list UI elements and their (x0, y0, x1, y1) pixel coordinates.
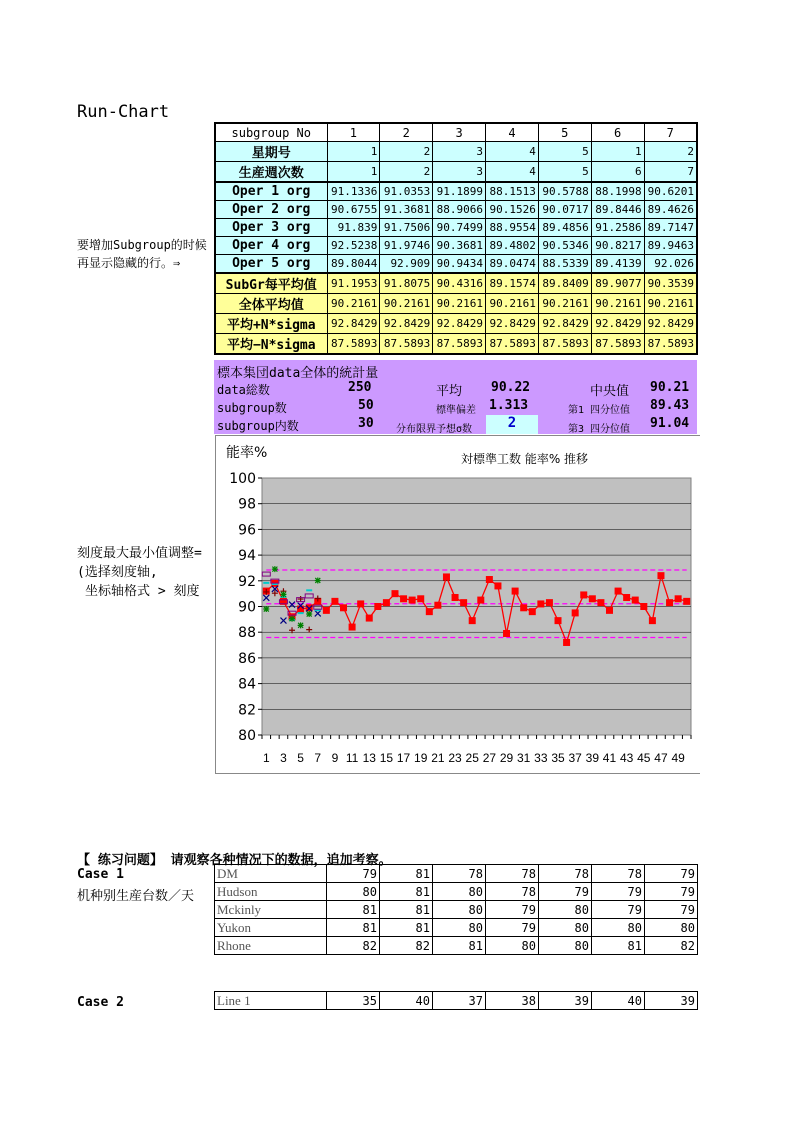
x-tick-label: 15 (379, 751, 394, 765)
table-cell: 87.5893 (591, 334, 644, 355)
table-cell: 80 (433, 901, 486, 919)
x-tick-label: 33 (534, 751, 548, 765)
average-point (374, 603, 381, 610)
table-cell: 89.0474 (486, 255, 539, 274)
table-cell: 79 (592, 883, 645, 901)
table-cell: 82 (327, 937, 380, 955)
row-label: 平均−N*sigma (215, 334, 327, 355)
table-cell: 79 (645, 883, 698, 901)
within-count-value: 30 (358, 416, 374, 431)
average-point (640, 603, 647, 610)
y-tick-label: 92 (238, 573, 256, 590)
table-cell: 3 (433, 142, 486, 162)
operator-point (315, 577, 321, 583)
table-cell: 79 (486, 901, 539, 919)
table-cell: 90.2161 (486, 294, 539, 314)
table-row (215, 273, 697, 294)
row-label: SubGr每平均值 (215, 273, 327, 294)
table-cell: 80 (433, 883, 486, 901)
average-point (615, 588, 622, 595)
q1-value: 89.43 (650, 398, 690, 413)
y-tick-label: 82 (238, 702, 256, 719)
table-cell: 90.1526 (486, 201, 539, 219)
table-cell: 88.9066 (433, 201, 486, 219)
chart-plot (216, 436, 700, 773)
operator-point (280, 591, 286, 597)
row-label: Oper 2 org (215, 201, 327, 219)
table-cell: 40 (380, 992, 433, 1010)
table-cell: 80 (486, 937, 539, 955)
table-cell: 81 (380, 865, 433, 883)
q3-label: 第3 四分位值 (568, 424, 631, 435)
column-header: 6 (591, 123, 644, 142)
operator-point (289, 616, 295, 622)
column-header: subgroup No (215, 123, 327, 142)
average-point (434, 602, 441, 609)
x-tick-label: 1 (262, 751, 270, 765)
table-row (215, 314, 697, 334)
table-cell: 90.5346 (538, 237, 591, 255)
average-point (572, 609, 579, 616)
table-cell: 89.1574 (486, 273, 539, 294)
table-cell: 89.9077 (591, 273, 644, 294)
table-cell: 90.2161 (538, 294, 591, 314)
average-point (443, 573, 450, 580)
table-cell: 90.2161 (591, 294, 644, 314)
row-label: Line 1 (215, 992, 327, 1010)
table-cell: 90.2161 (327, 294, 380, 314)
average-point (666, 599, 673, 606)
data-total-label: data総数 (217, 383, 270, 397)
x-tick-label: 29 (499, 751, 514, 765)
table-cell: 5 (538, 162, 591, 183)
row-label: Yukon (215, 919, 327, 937)
average-point (512, 588, 519, 595)
table-cell: 89.4139 (591, 255, 644, 274)
table-cell: 80 (592, 919, 645, 937)
table-cell: 6 (591, 162, 644, 183)
table-cell: 80 (539, 937, 592, 955)
table-cell: 7 (644, 162, 697, 183)
table-cell: 80 (539, 919, 592, 937)
average-point (477, 597, 484, 604)
case1-table (214, 864, 698, 955)
operator-point (298, 622, 304, 628)
average-point (469, 617, 476, 624)
average-point (409, 597, 416, 604)
table-row (215, 162, 697, 183)
x-tick-label: 49 (671, 751, 685, 765)
chart-ylabel: 能率% (226, 445, 268, 461)
average-point (400, 595, 407, 602)
x-tick-label: 27 (482, 751, 497, 765)
table-cell: 82 (645, 937, 698, 955)
row-label: Oper 5 org (215, 255, 327, 274)
case2-label: Case 2 (77, 995, 124, 1010)
average-point (632, 597, 639, 604)
table-cell: 91.1336 (327, 182, 380, 201)
table-cell: 92.8429 (433, 314, 486, 334)
subgroup-count-label: subgroup数 (217, 401, 287, 415)
average-point (452, 594, 459, 601)
table-cell: 78 (486, 865, 539, 883)
average-point (529, 608, 536, 615)
table-row (215, 865, 698, 883)
note-scale-line3: 坐标轴格式 > 刻度 (85, 584, 200, 599)
case1-label: Case 1 (77, 867, 124, 882)
table-cell: 4 (486, 142, 539, 162)
operator-point (272, 566, 278, 572)
average-point (297, 606, 304, 613)
x-tick-label: 3 (280, 751, 287, 765)
average-point (597, 599, 604, 606)
table-cell: 4 (486, 162, 539, 183)
table-cell: 1 (591, 142, 644, 162)
average-point (383, 599, 390, 606)
x-tick-label: 45 (637, 751, 651, 765)
table-cell: 92.909 (380, 255, 433, 274)
table-cell: 79 (645, 865, 698, 883)
table-cell: 79 (327, 865, 380, 883)
table-cell: 1 (327, 162, 380, 183)
table-cell: 79 (645, 901, 698, 919)
average-point (357, 600, 364, 607)
x-tick-label: 25 (465, 751, 479, 765)
table-cell: 91.1899 (433, 182, 486, 201)
row-label: 平均+N*sigma (215, 314, 327, 334)
table-cell: 91.8075 (380, 273, 433, 294)
table-cell: 78 (486, 883, 539, 901)
x-tick-label: 13 (362, 751, 376, 765)
table-cell: 89.9463 (644, 237, 697, 255)
table-cell: 90.3681 (433, 237, 486, 255)
row-label: Hudson (215, 883, 327, 901)
average-point (486, 576, 493, 583)
table-cell: 79 (592, 901, 645, 919)
statistics-panel (214, 360, 697, 434)
table-cell: 81 (380, 883, 433, 901)
table-cell: 78 (592, 865, 645, 883)
row-label: Oper 4 org (215, 237, 327, 255)
table-cell: 90.2161 (433, 294, 486, 314)
x-tick-label: 19 (414, 751, 428, 765)
table-cell: 89.8044 (327, 255, 380, 274)
table-cell: 89.4856 (538, 219, 591, 237)
chart-title: 対標準工数 能率% 推移 (461, 452, 589, 466)
table-cell: 89.4802 (486, 237, 539, 255)
row-label: 生産週次数 (215, 162, 327, 183)
average-point (589, 595, 596, 602)
note-subgroup-line2: 再显示隐藏的行。⇒ (77, 256, 181, 270)
table-cell: 37 (433, 992, 486, 1010)
table-row (215, 182, 697, 201)
table-cell: 89.8446 (591, 201, 644, 219)
table-cell: 2 (380, 142, 433, 162)
case2-table (214, 991, 698, 1010)
table-row (215, 883, 698, 901)
column-header: 4 (486, 123, 539, 142)
run-chart[interactable] (215, 435, 700, 774)
x-tick-label: 39 (585, 751, 600, 765)
y-tick-label: 100 (229, 471, 256, 487)
x-tick-label: 23 (448, 751, 462, 765)
average-point (323, 607, 330, 614)
table-cell: 87.5893 (538, 334, 591, 355)
table-row (215, 901, 698, 919)
table-cell: 87.5893 (433, 334, 486, 355)
table-row (215, 201, 697, 219)
table-cell: 80 (327, 883, 380, 901)
average-point (331, 598, 338, 605)
table-cell: 88.1513 (486, 182, 539, 201)
average-point (675, 595, 682, 602)
table-row (215, 237, 697, 255)
table-cell: 81 (433, 937, 486, 955)
column-header: 5 (538, 123, 591, 142)
x-tick-label: 17 (396, 751, 411, 765)
table-cell: 79 (539, 883, 592, 901)
std-value: 1.313 (489, 398, 529, 413)
x-tick-label: 7 (314, 751, 322, 765)
table-cell: 90.5788 (538, 182, 591, 201)
table-cell: 81 (327, 919, 380, 937)
table-cell: 91.7506 (380, 219, 433, 237)
table-cell: 81 (327, 901, 380, 919)
table-cell: 90.0717 (538, 201, 591, 219)
table-cell: 92.8429 (380, 314, 433, 334)
x-tick-label: 41 (602, 751, 617, 765)
table-row (215, 334, 697, 355)
table-cell: 87.5893 (380, 334, 433, 355)
mean-value: 90.22 (491, 380, 531, 395)
x-tick-label: 47 (654, 751, 668, 765)
run-chart-data-table (214, 122, 698, 355)
x-tick-label: 35 (551, 751, 565, 765)
note-scale-line2: (选择刻度轴, (77, 565, 158, 580)
table-cell: 92.5238 (327, 237, 380, 255)
row-label: 星期号 (215, 142, 327, 162)
average-point (494, 582, 501, 589)
average-point (649, 617, 656, 624)
y-tick-label: 84 (238, 676, 256, 693)
table-row (215, 294, 697, 314)
average-point (520, 604, 527, 611)
x-tick-label: 9 (331, 751, 339, 765)
table-row (215, 937, 698, 955)
operator-point (263, 606, 269, 612)
table-cell: 79 (486, 919, 539, 937)
case1-sublabel: 机种别生産台数／天 (77, 889, 195, 904)
note-scale-line1: 刻度最大最小值调整= (77, 546, 202, 561)
column-header: 7 (644, 123, 697, 142)
average-point (417, 595, 424, 602)
within-count-label: subgroup内数 (217, 419, 299, 433)
q3-value: 91.04 (650, 416, 690, 431)
x-tick-label: 21 (431, 751, 445, 765)
average-point (503, 630, 510, 637)
table-cell: 90.6201 (644, 182, 697, 201)
table-cell: 35 (327, 992, 380, 1010)
table-cell: 80 (539, 901, 592, 919)
column-header: 2 (380, 123, 433, 142)
table-cell: 78 (433, 865, 486, 883)
average-point (426, 608, 433, 615)
row-label: Rhone (215, 937, 327, 955)
average-point (606, 607, 613, 614)
table-cell: 88.1998 (591, 182, 644, 201)
exercise-heading: 【 练习问题】 请观察各种情况下的数据，追加考察。 (77, 853, 392, 868)
table-cell: 91.3681 (380, 201, 433, 219)
table-cell: 39 (645, 992, 698, 1010)
average-point (391, 590, 398, 597)
sigma-label: 分布限界予想σ数 (396, 424, 473, 435)
table-cell: 90.9434 (433, 255, 486, 274)
table-row (215, 142, 697, 162)
row-label: DM (215, 865, 327, 883)
table-cell: 92.8429 (486, 314, 539, 334)
table-cell: 90.8217 (591, 237, 644, 255)
table-cell: 90.6755 (327, 201, 380, 219)
table-header-row (215, 123, 697, 142)
data-total-value: 250 (348, 380, 372, 395)
table-cell: 90.2161 (380, 294, 433, 314)
median-label: 中央值 (590, 384, 630, 399)
y-tick-label: 86 (238, 650, 256, 667)
column-header: 1 (327, 123, 380, 142)
table-cell: 92.8429 (538, 314, 591, 334)
table-cell: 38 (486, 992, 539, 1010)
table-cell: 80 (645, 919, 698, 937)
table-cell: 81 (592, 937, 645, 955)
subgroup-count-value: 50 (358, 398, 374, 413)
q1-label: 第1 四分位值 (568, 405, 631, 416)
average-point (683, 598, 690, 605)
table-cell: 3 (433, 162, 486, 183)
y-tick-label: 88 (238, 625, 256, 642)
table-cell: 92.8429 (644, 314, 697, 334)
average-point (460, 599, 467, 606)
table-cell: 80 (433, 919, 486, 937)
y-tick-label: 94 (238, 548, 256, 565)
table-cell: 87.5893 (327, 334, 380, 355)
table-cell: 40 (592, 992, 645, 1010)
y-tick-label: 80 (238, 728, 256, 744)
table-row (215, 219, 697, 237)
average-point (349, 624, 356, 631)
table-cell: 5 (538, 142, 591, 162)
y-tick-label: 90 (238, 599, 256, 616)
table-cell: 2 (644, 142, 697, 162)
average-point (580, 591, 587, 598)
table-cell: 89.8409 (538, 273, 591, 294)
x-tick-label: 37 (568, 751, 582, 765)
table-cell: 91.2586 (591, 219, 644, 237)
page-title: Run-Chart (77, 102, 170, 122)
table-cell: 89.7147 (644, 219, 697, 237)
table-cell: 90.7499 (433, 219, 486, 237)
average-point (623, 594, 630, 601)
x-tick-label: 5 (297, 751, 304, 765)
y-tick-label: 98 (238, 496, 256, 513)
average-point (366, 615, 373, 622)
table-cell: 39 (539, 992, 592, 1010)
table-cell: 91.1953 (327, 273, 380, 294)
table-cell: 82 (380, 937, 433, 955)
table-cell: 92.8429 (327, 314, 380, 334)
average-point (340, 604, 347, 611)
table-cell: 2 (380, 162, 433, 183)
table-cell: 87.5893 (644, 334, 697, 355)
table-cell: 90.3539 (644, 273, 697, 294)
table-cell: 89.4626 (644, 201, 697, 219)
table-cell: 88.5339 (538, 255, 591, 274)
table-cell: 81 (380, 901, 433, 919)
table-cell: 91.9746 (380, 237, 433, 255)
table-cell: 91.0353 (380, 182, 433, 201)
table-cell: 91.839 (327, 219, 380, 237)
table-cell: 90.4316 (433, 273, 486, 294)
table-row (215, 919, 698, 937)
operator-point (306, 611, 312, 617)
y-tick-label: 96 (238, 522, 256, 539)
sigma-input[interactable]: 2 (486, 415, 538, 434)
table-cell: 92.8429 (591, 314, 644, 334)
row-label: Oper 3 org (215, 219, 327, 237)
table-cell: 87.5893 (486, 334, 539, 355)
row-label: Oper 1 org (215, 182, 327, 201)
average-point (546, 599, 553, 606)
average-point (657, 572, 664, 579)
stats-title: 標本集団data全体的統計量 (217, 366, 379, 381)
mean-label: 平均 (436, 384, 463, 399)
average-point (537, 600, 544, 607)
table-cell: 90.2161 (644, 294, 697, 314)
row-label: Mckinly (215, 901, 327, 919)
std-label: 標準偏差 (436, 405, 476, 416)
table-cell: 88.9554 (486, 219, 539, 237)
table-row (215, 255, 697, 274)
column-header: 3 (433, 123, 486, 142)
median-value: 90.21 (650, 380, 690, 395)
x-tick-label: 43 (619, 751, 634, 765)
x-tick-label: 11 (345, 751, 359, 765)
x-tick-label: 31 (517, 751, 531, 765)
row-label: 全体平均值 (215, 294, 327, 314)
table-cell: 81 (380, 919, 433, 937)
table-cell: 92.026 (644, 255, 697, 274)
average-point (555, 617, 562, 624)
table-cell: 78 (539, 865, 592, 883)
note-subgroup-line1: 要增加Subgroup的时候 (77, 238, 207, 252)
average-point (563, 639, 570, 646)
table-row (215, 992, 698, 1010)
table-cell: 1 (327, 142, 380, 162)
